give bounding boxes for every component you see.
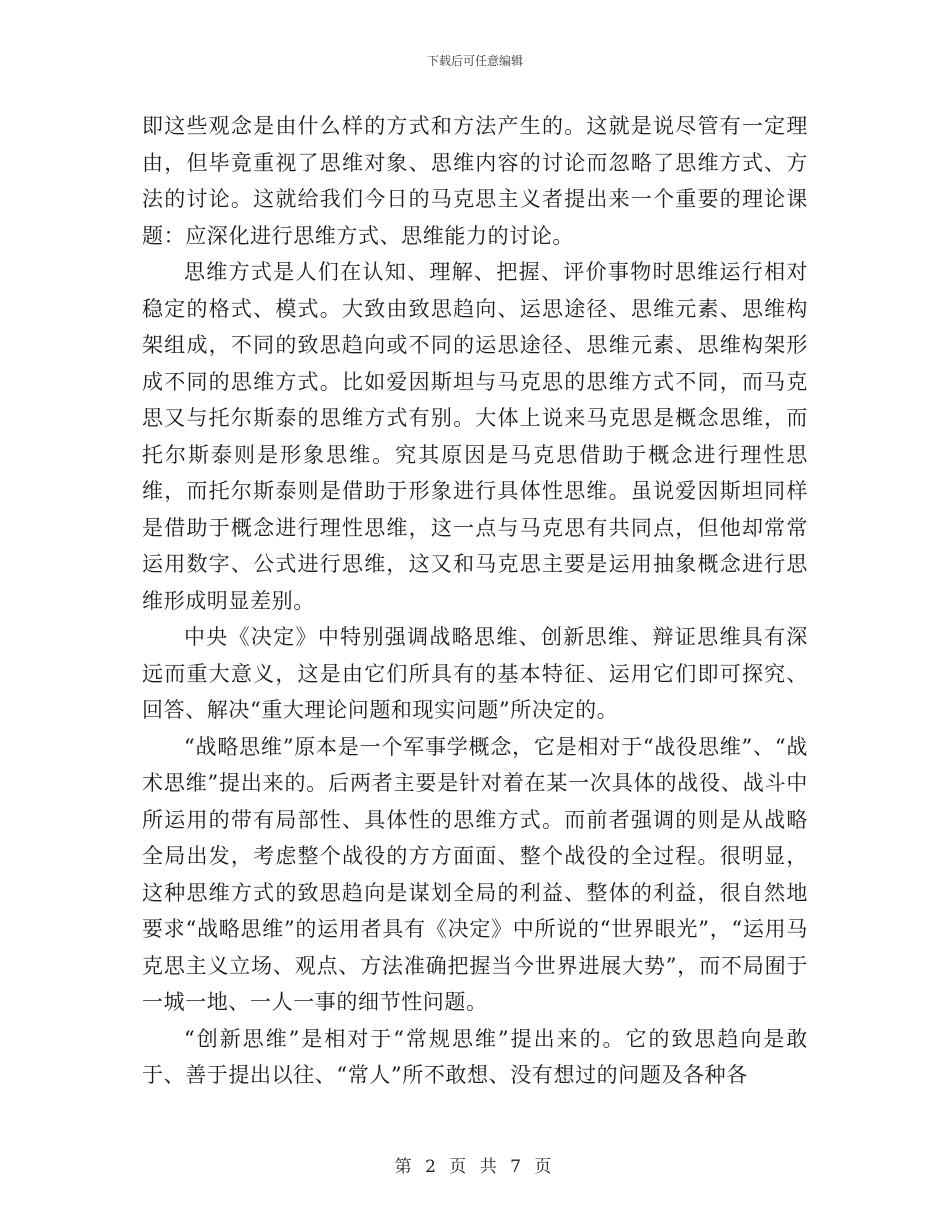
- document-body: [142, 108, 808, 1094]
- paragraph: 思维方式是人们在认知、理解、把握、评价事物时思维运行相对稳定的格式、模式。大致由致思趋向、运思途径、思维元素、思维构架组成，不同的致思趋向或不同的运思途径、思维元素、思维构架形成不同的思维方式。比如爱因斯坦与马克思的思维方式不同，而马克思又与托尔斯泰的思维方式有别。大体上说来马克思是概念思维，而托尔斯泰则是形象思维。究其原因是马克思借助于概念进行理性思维，而托尔斯泰则是借助于形象进行具体性思维。虽说爱因斯坦同样是借助于概念进行理性思维，这一点与马克思有共同点，但他却常常运用数字、公式进行思维，这又和马克思主要是运用抽象概念进行思维形成明显差别。: [142, 260, 808, 613]
- paragraph: 即这些观念是由什么样的方式和方法产生的。这就是说尽管有一定理由，但毕竟重视了思维对象、思维内容的讨论而忽略了思维方式、方法的讨论。这就给我们今日的马克思主义者提出来一个重要的理论课题：应深化进行思维方式、思维能力的讨论。: [142, 114, 808, 248]
- paragraph: “创新思维”是相对于“常规思维”提出来的。它的致思趋向是敢于、善于提出以往、“常人”所不敢想、没有想过的问题及各种各: [142, 1026, 808, 1087]
- paragraph: 中央《决定》中特别强调战略思维、创新思维、辩证思维具有深远而重大意义，这是由它们所具有的基本特征、运用它们即可探究、回答、解决“重大理论问题和现实问题”所决定的。: [142, 625, 808, 722]
- paragraph: “战略思维”原本是一个军事学概念，它是相对于“战役思维”、“战术思维”提出来的。后两者主要是针对着在某一次具体的战役、战斗中所运用的带有局部性、具体性的思维方式。而前者强调的则是从战略全局出发，考虑整个战役的方方面面、整个战役的全过程。很明显，这种思维方式的致思趋向是谋划全局的利益、整体的利益，很自然地要求“战略思维”的运用者具有《决定》中所说的“世界眼光”，“运用马克思主义立场、观点、方法准确把握当今世界进展大势”，而不局囿于一城一地、一人一事的细节性问题。: [142, 734, 808, 1014]
- page-number-footer: 第 2 页 共 7 页: [394, 1157, 556, 1177]
- page-header: 下载后可任意编辑: [426, 54, 523, 68]
